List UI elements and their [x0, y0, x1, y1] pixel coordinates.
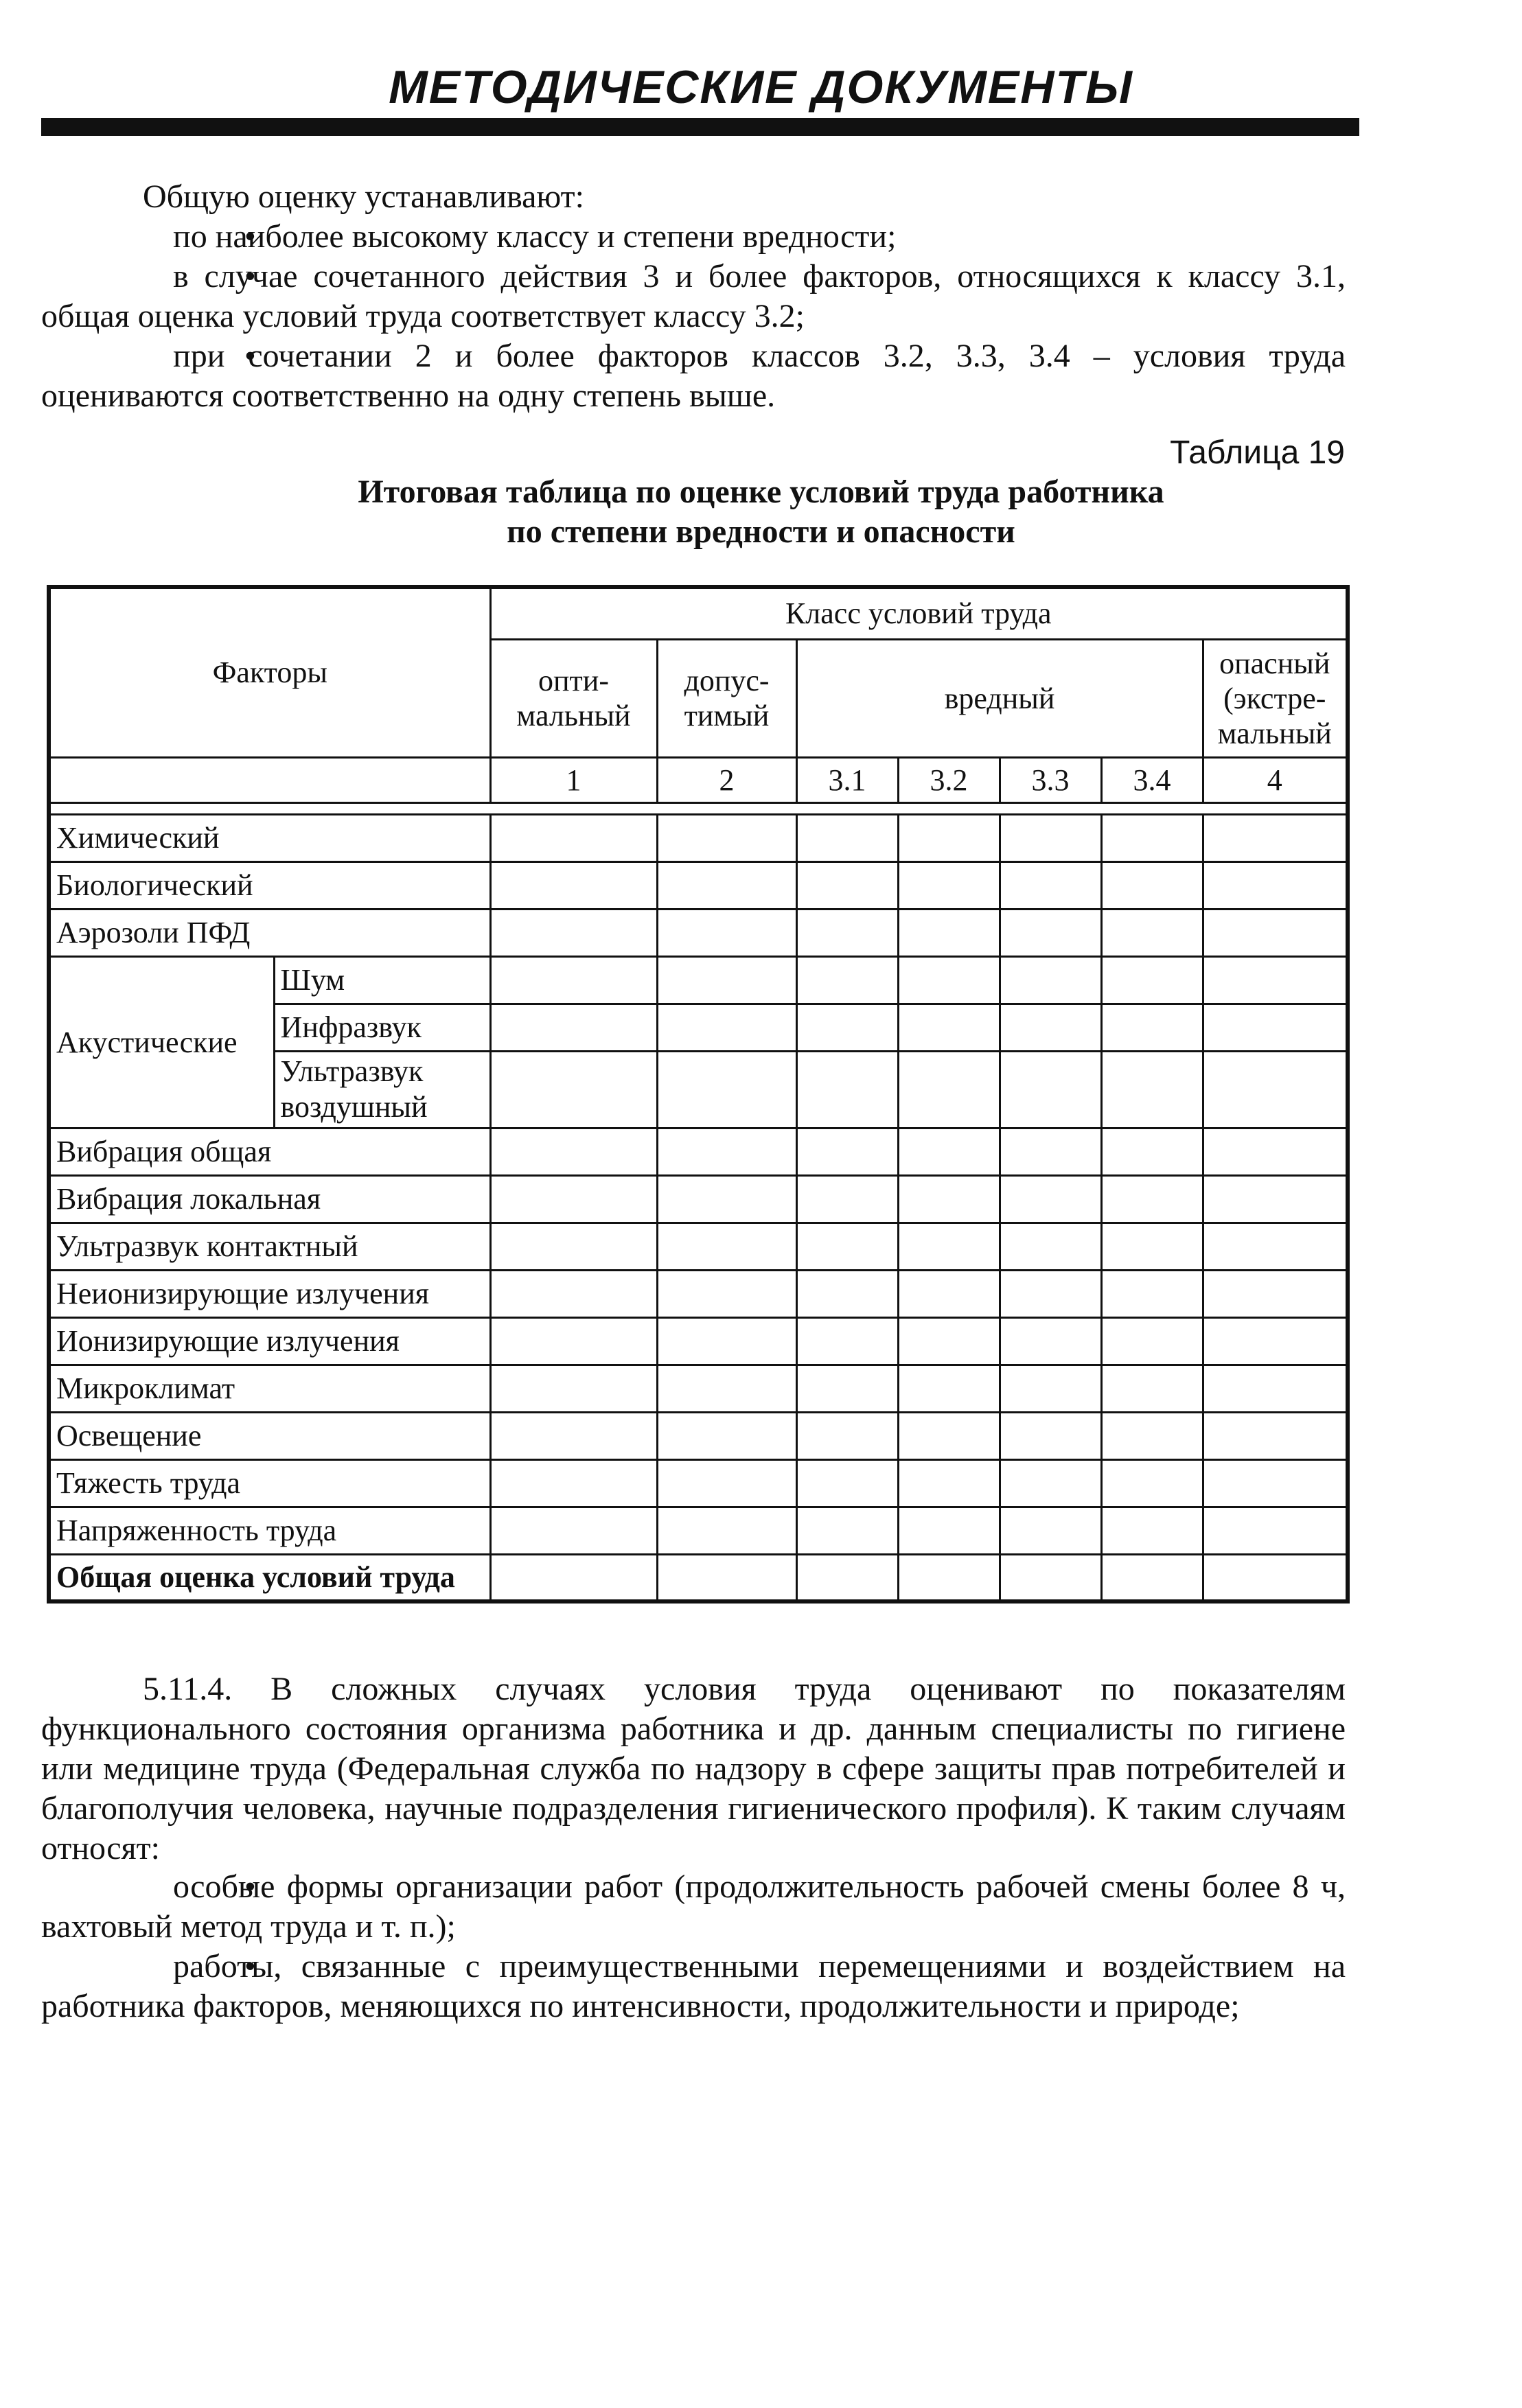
- table-cell: [490, 1365, 657, 1412]
- table-cell: [898, 1051, 1000, 1128]
- page-header-title: МЕТОДИЧЕСКИЕ ДОКУМЕНТЫ: [389, 61, 1133, 113]
- table-cell: [796, 1004, 898, 1051]
- factor-label: Биологический: [49, 861, 490, 909]
- table-cell: [657, 1317, 796, 1365]
- table-cell: [1000, 1412, 1101, 1459]
- table-cell: [1203, 1004, 1348, 1051]
- table-cell: [1000, 1270, 1101, 1317]
- table-cell: [898, 1175, 1000, 1223]
- class-number: 3.3: [1000, 757, 1101, 802]
- table-cell: [1000, 1223, 1101, 1270]
- table-cell: [1101, 1270, 1203, 1317]
- intro-bullet-2: [41, 257, 1346, 336]
- table-title: [0, 472, 1522, 552]
- table-cell: [490, 1412, 657, 1459]
- table-cell: [1101, 1459, 1203, 1507]
- table-cell: [1203, 1270, 1348, 1317]
- factors-header: Факторы: [49, 587, 490, 757]
- table-cell: [1000, 1004, 1101, 1051]
- factor-label: Ионизирующие излучения: [49, 1317, 490, 1365]
- factor-label: Микроклимат: [49, 1365, 490, 1412]
- table-cell: [490, 909, 657, 956]
- table-row: [49, 956, 1348, 1004]
- class-admissible: допус-тимый: [657, 639, 796, 757]
- factor-label: Инфразвук: [274, 1004, 490, 1051]
- factor-label: Вибрация локальная: [49, 1175, 490, 1223]
- table-cell: [1000, 814, 1101, 861]
- table-gap: [49, 802, 1348, 814]
- table-cell: [1203, 861, 1348, 909]
- table-row: [49, 909, 1348, 956]
- class-optimal: опти-мальный: [490, 639, 657, 757]
- factor-label: Напряженность труда: [49, 1507, 490, 1554]
- table-cell: [898, 1004, 1000, 1051]
- table-cell: [1000, 861, 1101, 909]
- overall-label: Общая оценка условий труда: [49, 1554, 490, 1601]
- table-row: [49, 1459, 1348, 1507]
- bullet-icon: [143, 1868, 173, 1905]
- table-cell: [796, 1459, 898, 1507]
- factor-label: Ультразвук контактный: [49, 1223, 490, 1270]
- factor-label: Химический: [49, 814, 490, 861]
- class-header: Класс условий труда: [490, 587, 1348, 639]
- table-cell: [796, 1365, 898, 1412]
- table-cell: [898, 1223, 1000, 1270]
- table-cell: [898, 909, 1000, 956]
- table-cell: [657, 1128, 796, 1175]
- table-cell: [490, 1459, 657, 1507]
- table-cell: [1203, 1507, 1348, 1554]
- table-cell: [490, 861, 657, 909]
- table-cell: [657, 1223, 796, 1270]
- table-cell: [1000, 1365, 1101, 1412]
- table-cell: [1101, 1223, 1203, 1270]
- table-cell: [1101, 861, 1203, 909]
- table-cell: [796, 1412, 898, 1459]
- factor-label: Тяжесть труда: [49, 1459, 490, 1507]
- table-cell: [1101, 1175, 1203, 1223]
- table-cell: [1000, 1317, 1101, 1365]
- table-cell: [490, 1554, 657, 1601]
- table-cell: [898, 1554, 1000, 1601]
- class-dangerous: опасный (экстре-мальный: [1203, 639, 1348, 757]
- table-cell: [1203, 1223, 1348, 1270]
- table-cell: [657, 1004, 796, 1051]
- table-cell: [1101, 1412, 1203, 1459]
- table-cell: [796, 1554, 898, 1601]
- table-cell: [1203, 956, 1348, 1004]
- factor-label: Освещение: [49, 1412, 490, 1459]
- table-cell: [1000, 1507, 1101, 1554]
- intro-lead: Общую оценку устанавливают:: [143, 178, 584, 215]
- working-conditions-table: [47, 585, 1350, 1604]
- table-row: [49, 1412, 1348, 1459]
- table-cell: [796, 1270, 898, 1317]
- table-cell: [1101, 1051, 1203, 1128]
- table-cell: [898, 814, 1000, 861]
- table-cell: [898, 1128, 1000, 1175]
- table-row: [49, 1365, 1348, 1412]
- table-cell: [490, 1175, 657, 1223]
- table-row: [49, 1317, 1348, 1365]
- section-bullet-2: [41, 1947, 1346, 2026]
- table-cell: [1203, 1365, 1348, 1412]
- class-number: 3.2: [898, 757, 1000, 802]
- class-number-blank: [49, 757, 490, 802]
- table-cell: [490, 1507, 657, 1554]
- factor-label: Вибрация общая: [49, 1128, 490, 1175]
- table-cell: [898, 1507, 1000, 1554]
- table-cell: [898, 861, 1000, 909]
- table-cell: [898, 1270, 1000, 1317]
- table-cell: [1101, 1507, 1203, 1554]
- table-cell: [1000, 1175, 1101, 1223]
- table-cell: [898, 956, 1000, 1004]
- factor-label: Шум: [274, 956, 490, 1004]
- table-cell: [657, 1412, 796, 1459]
- table-cell: [1203, 1128, 1348, 1175]
- section-bullet-1-text: особые формы организации работ (продолжительность рабочей смены более 8 ч, вахтовый метод труда и т. п.);: [41, 1868, 1346, 1945]
- table-cell: [490, 1004, 657, 1051]
- table-cell: [490, 1317, 657, 1365]
- table-row: [49, 1270, 1348, 1317]
- table-row: [49, 814, 1348, 861]
- class-number: 4: [1203, 757, 1348, 802]
- table-title-line-1: Итоговая таблица по оценке условий труда работника: [358, 474, 1164, 510]
- table-cell: [898, 1317, 1000, 1365]
- table-cell: [796, 814, 898, 861]
- table-cell: [898, 1459, 1000, 1507]
- table-cell: [796, 1051, 898, 1128]
- table-cell: [1101, 814, 1203, 861]
- header-rule: [41, 118, 1359, 136]
- table-cell: [796, 909, 898, 956]
- table-cell: [1101, 956, 1203, 1004]
- bullet-icon: [143, 218, 173, 255]
- factor-label: Неионизирующие излучения: [49, 1270, 490, 1317]
- table-cell: [898, 1412, 1000, 1459]
- class-number: 1: [490, 757, 657, 802]
- table-cell: [796, 1317, 898, 1365]
- intro-bullet-3: [41, 336, 1346, 416]
- table-cell: [1101, 909, 1203, 956]
- table-cell: [657, 1459, 796, 1507]
- section-bullet-2-text: работы, связанные с преимущественными перемещениями и воздействием на работника факторов, меняющихся по интенсивности, продолжительности и природе;: [41, 1948, 1346, 2024]
- bullet-icon: [143, 338, 173, 374]
- table-cell: [657, 909, 796, 956]
- factor-label: Аэрозоли ПФД: [49, 909, 490, 956]
- table-cell: [1000, 909, 1101, 956]
- class-number: 2: [657, 757, 796, 802]
- table-cell: [1101, 1128, 1203, 1175]
- intro-bullet-1-text: по наиболее высокому классу и степени вредности;: [173, 218, 897, 255]
- table-cell: [1000, 956, 1101, 1004]
- table-cell: [490, 814, 657, 861]
- table-cell: [490, 1270, 657, 1317]
- table-cell: [490, 1051, 657, 1128]
- table-cell: [796, 1128, 898, 1175]
- table-cell: [1000, 1128, 1101, 1175]
- table-cell: [1203, 1459, 1348, 1507]
- table-row: [49, 861, 1348, 909]
- table-cell: [1101, 1365, 1203, 1412]
- table-cell: [657, 1365, 796, 1412]
- table-cell: [1203, 1412, 1348, 1459]
- table-cell: [490, 1223, 657, 1270]
- intro-bullet-3-text: при сочетании 2 и более факторов классов 3.2, 3.3, 3.4 – условия труда оцениваются соответственно на одну степень выше.: [41, 338, 1346, 414]
- class-number: 3.4: [1101, 757, 1203, 802]
- table-cell: [1101, 1554, 1203, 1601]
- table-cell: [657, 1051, 796, 1128]
- table-cell: [1203, 1554, 1348, 1601]
- intro-bullet-2-text: в случае сочетанного действия 3 и более факторов, относящихся к классу 3.1, общая оценка условий труда соответствует классу 3.2;: [41, 258, 1346, 334]
- table-title-line-2: по степени вредности и опасности: [507, 513, 1015, 550]
- table-row: [49, 1554, 1348, 1601]
- table-label: Таблица 19: [1170, 435, 1345, 471]
- table-cell: [1101, 1317, 1203, 1365]
- table-cell: [1203, 909, 1348, 956]
- factor-group-label: Акустические: [49, 956, 274, 1128]
- class-number: 3.1: [796, 757, 898, 802]
- table-cell: [657, 1175, 796, 1223]
- table-cell: [1203, 1317, 1348, 1365]
- bullet-icon: [143, 1948, 173, 1984]
- factor-label: Ультразвук воздушный: [274, 1051, 490, 1128]
- table-cell: [1203, 1175, 1348, 1223]
- table-cell: [1000, 1554, 1101, 1601]
- table-cell: [1101, 1004, 1203, 1051]
- table-cell: [796, 1223, 898, 1270]
- table-row: [49, 1175, 1348, 1223]
- table-cell: [898, 1365, 1000, 1412]
- table-cell: [657, 956, 796, 1004]
- table-cell: [796, 861, 898, 909]
- table-cell: [796, 1507, 898, 1554]
- class-harmful: вредный: [796, 639, 1203, 757]
- table-cell: [657, 1270, 796, 1317]
- section-paragraph: 5.11.4. В сложных случаях условия труда оценивают по показателям функционального состояния организма работника и др. данным специалисты по гигиене или медицине труда (Федеральная служба по надзору в сфере защиты прав потребителей и благополучия человека, научные подразделения гигиенического профиля). К таким случаям относят:: [41, 1671, 1346, 1866]
- table-cell: [490, 1128, 657, 1175]
- table-row: [49, 1507, 1348, 1554]
- table-row: [49, 1223, 1348, 1270]
- table-cell: [657, 861, 796, 909]
- table-cell: [657, 1554, 796, 1601]
- table-row: [49, 1128, 1348, 1175]
- section-bullet-1: [41, 1867, 1346, 1947]
- table-cell: [1203, 1051, 1348, 1128]
- intro-bullet-1: [41, 217, 1346, 257]
- table-cell: [796, 956, 898, 1004]
- table-cell: [657, 814, 796, 861]
- table-cell: [1000, 1459, 1101, 1507]
- bullet-icon: [143, 258, 173, 294]
- table-cell: [796, 1175, 898, 1223]
- table-cell: [1203, 814, 1348, 861]
- table-cell: [1000, 1051, 1101, 1128]
- table-cell: [490, 956, 657, 1004]
- table-cell: [657, 1507, 796, 1554]
